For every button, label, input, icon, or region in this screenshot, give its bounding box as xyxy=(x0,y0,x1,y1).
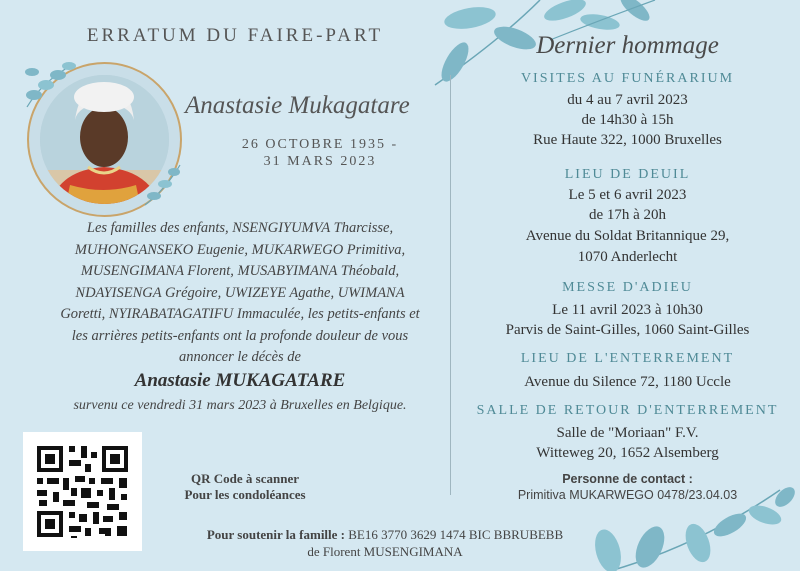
birth-date: 26 OCTOBRE 1935 - xyxy=(241,137,399,152)
announcement-line: Les familles des enfants, NSENGIYUMVA Tharcisse, xyxy=(86,220,394,236)
section-line: Le 11 avril 2023 à 10h30 xyxy=(552,302,703,318)
announcement-line: MUSENGIMANA Florent, MUSABYIMANA Théobald, xyxy=(80,263,400,279)
page-title: ERRATUM DU FAIRE-PART xyxy=(86,25,384,46)
support-beneficiary: de Florent MUSENGIMANA xyxy=(307,544,463,559)
section-line: Avenue du Silence 72, 1180 Uccle xyxy=(524,374,731,390)
life-dates xyxy=(225,136,415,170)
announcement-line: Goretti, NYIRABATAGATIFU Immaculée, les petits-enfants et xyxy=(60,306,420,322)
death-date: 31 MARS 2023 xyxy=(263,154,377,169)
death-notice: survenu ce vendredi 31 mars 2023 à Bruxelles en Belgique. xyxy=(73,398,407,413)
section-line: de 14h30 à 15h xyxy=(581,112,674,128)
qr-caption-line1: QR Code à scanner xyxy=(191,471,299,486)
contact-title: Personne de contact : xyxy=(562,472,693,486)
section-line: Le 5 et 6 avril 2023 xyxy=(568,187,687,203)
section-line: Rue Haute 322, 1000 Bruxelles xyxy=(533,132,722,148)
hommage-heading: Dernier hommage xyxy=(536,32,719,59)
column-divider xyxy=(450,75,451,495)
support-info xyxy=(150,526,620,560)
bank-details: BE16 3770 3629 1474 BIC BBRUBEBB xyxy=(345,527,564,542)
section-title-retour: SALLE DE RETOUR D'ENTERREMENT xyxy=(476,403,779,418)
section-title-funerarium: VISITES AU FUNÉRARIUM xyxy=(520,71,735,86)
section-title-enterrement: LIEU DE L'ENTERREMENT xyxy=(520,351,735,366)
announcement-line: annoncer le décès de xyxy=(179,349,301,365)
families-announcement xyxy=(40,218,440,369)
deceased-name: Anastasie MUKAGATARE xyxy=(134,370,346,391)
leaf-accent-portrait-top xyxy=(22,57,82,112)
section-title-messe: MESSE D'ADIEU xyxy=(562,280,693,295)
section-line: Parvis de Saint-Gilles, 1060 Saint-Gilles xyxy=(505,322,750,338)
leaf-accent-portrait-bottom xyxy=(140,160,185,210)
support-label: Pour soutenir la famille : xyxy=(206,527,346,542)
announcement-line: NDAYISENGA Grégoire, UWIZEYE Agathe, UWIMANA xyxy=(75,284,405,301)
section-line: de 17h à 20h xyxy=(588,207,667,223)
contact-details: Primitiva MUKARWEGO 0478/23.04.03 xyxy=(517,488,738,502)
section-line: 1070 Anderlecht xyxy=(577,249,678,265)
qr-code[interactable] xyxy=(23,432,142,551)
qr-caption xyxy=(160,471,330,503)
section-title-deuil: LIEU DE DEUIL xyxy=(564,167,691,182)
announcement-line: MUHONGANSEKO Eugenie, MUKARWEGO Primitiva, xyxy=(74,241,406,258)
qr-caption-line2: Pour les condoléances xyxy=(184,487,306,502)
section-line: Avenue du Soldat Britannique 29, xyxy=(525,228,730,244)
section-line: Salle de "Moriaan" F.V. xyxy=(556,425,699,441)
announcement-line: les arrières petits-enfants ont la profonde douleur de vous xyxy=(71,327,409,344)
deceased-script-name: Anastasie Mukagatare xyxy=(185,92,410,119)
section-line: du 4 au 7 avril 2023 xyxy=(567,92,688,108)
section-line: Witteweg 20, 1652 Alsemberg xyxy=(536,445,719,461)
